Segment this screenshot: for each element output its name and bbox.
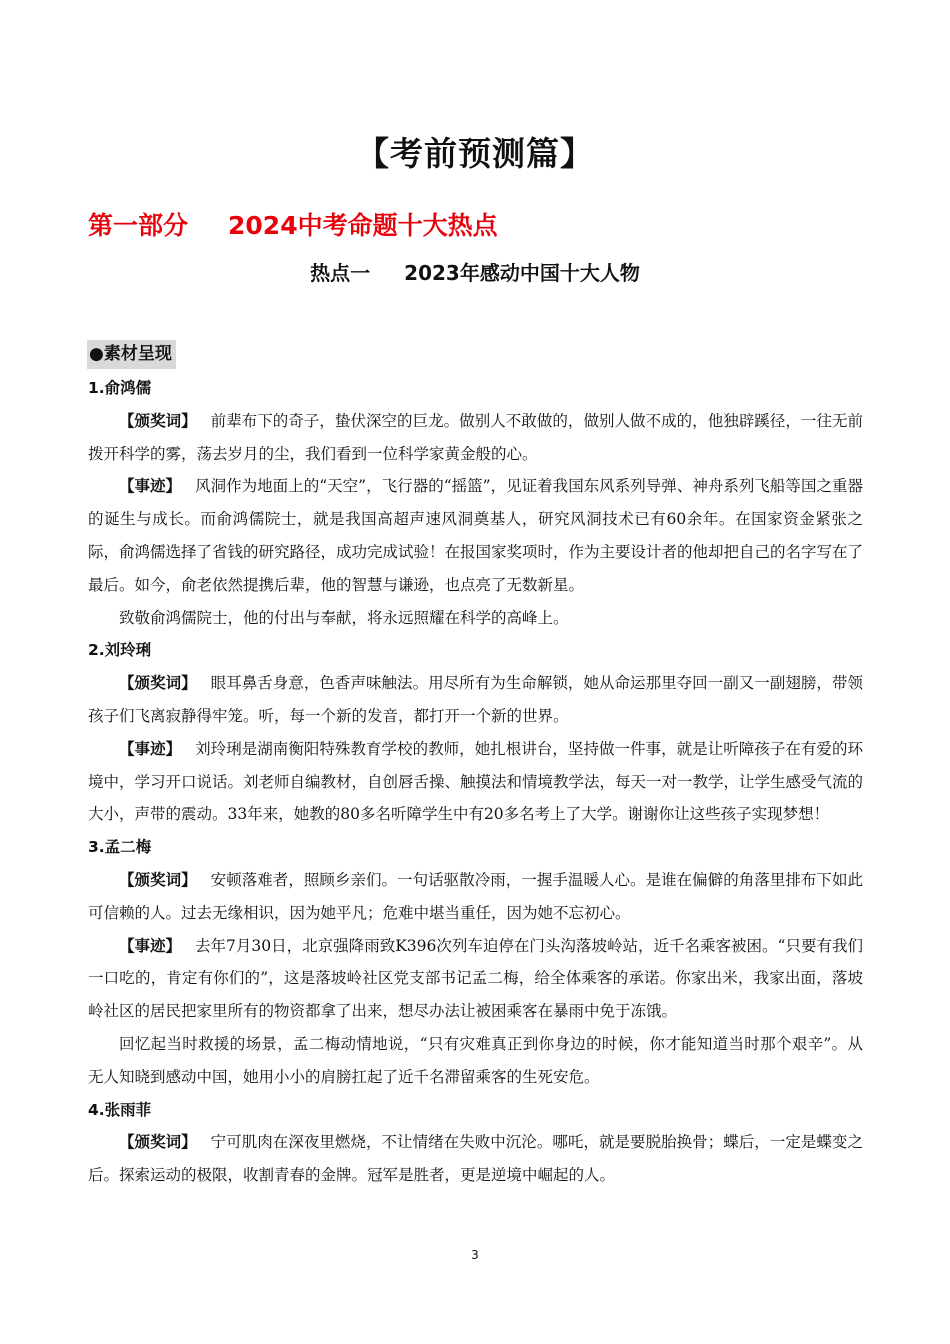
award-text: 宁可肌肉在深夜里燃烧，不让情绪在失败中沉沦。哪吒，就是要脱胎换骨；蝶后，一定是蝶变之后。探索运动的极限，收割青春的金牌。冠军是胜者，更是逆境中崛起的人。 — [88, 1133, 863, 1185]
deeds-text: 去年7月30日，北京强降雨致K396次列车迫停在门头沟落坡岭站，近千名乘客被困。“只要有我们一口吃的，肯定有你们的”，这是落坡岭社区党支部书记孟二梅，给全体乘客的承诺。你家出米，我家出面，落坡岭社区的居民把家里所有的物资都拿了出来，想尽办法让被困乘客在暴雨中免于冻饿。 — [88, 936, 863, 1021]
extra-paragraph: 致敬俞鸿儒院士，他的付出与奉献，将永远照耀在科学的高峰上。 — [119, 608, 569, 627]
part-title: 2024中考命题十大热点 — [228, 211, 498, 240]
page-number: 3 — [471, 1248, 479, 1262]
main-title: 【考前预测篇】 — [356, 134, 594, 173]
award-label: 【颁奖词】 — [119, 1133, 197, 1152]
award-label: 【颁奖词】 — [119, 411, 197, 430]
deeds-label: 【事迹】 — [119, 739, 182, 758]
section-tag: ●素材呈现 — [87, 340, 176, 369]
person-heading: 1.俞鸿儒 — [88, 379, 152, 397]
person-heading: 3.孟二梅 — [88, 838, 152, 857]
article-body — [88, 372, 863, 1192]
deeds-label: 【事迹】 — [119, 936, 182, 955]
deeds-paragraph — [88, 470, 863, 601]
deeds-text: 风洞作为地面上的“天空”，飞行器的“摇篮”，见证着我国东风系列导弹、神舟系列飞船等国之重器的诞生与成长。而俞鸿儒院士，就是我国高超声速风洞奠基人，研究风洞技术已有60余年。在国家资金紧张之际，俞鸿儒选择了省钱的研究路径，成功完成试验！在报国家奖项时，作为主要设计者的他却把自己的名字写在了最后。如今，俞老依然提携后辈，他的智慧与谦逊，也点亮了无数新星。 — [88, 477, 864, 594]
award-paragraph — [88, 405, 863, 471]
deeds-text: 刘玲琍是湖南衡阳特殊教育学校的教师，她扎根讲台，坚持做一件事，就是让听障孩子在有爱的环境中，学习开口说话。刘老师自编教材，自创唇舌操、触摸法和情境教学法，每天一对一教学，让学生感受气流的大小，声带的震动。33年来，她教的80多名听障学生中有20多名考上了大学。谢谢你让这些孩子实现梦想！ — [88, 739, 864, 824]
person-heading: 4.张雨菲 — [88, 1100, 152, 1119]
award-label: 【颁奖词】 — [119, 870, 197, 889]
award-paragraph — [88, 864, 863, 930]
award-label: 【颁奖词】 — [119, 674, 197, 693]
part-label: 第一部分 — [88, 211, 189, 240]
award-text: 安顿落难者，照顾乡亲们。一句话驱散冷雨，一握手温暖人心。是谁在偏僻的角落里排布下如此可信赖的人。过去无缘相识，因为她平凡；危难中堪当重任，因为她不忘初心。 — [88, 870, 863, 922]
award-text: 眼耳鼻舌身意，色香声味触法。用尽所有为生命解锁，她从命运那里夺回一副又一副翅膀，带领孩子们飞离寂静得牢笼。听，每一个新的发音，都打开一个新的世界。 — [88, 674, 863, 725]
hotspot-heading — [0, 257, 950, 286]
deeds-paragraph — [88, 930, 863, 1028]
deeds-label: 【事迹】 — [119, 477, 182, 496]
award-paragraph — [88, 667, 863, 733]
deeds-paragraph — [88, 733, 863, 831]
hotspot-title: 2023年感动中国十大人物 — [404, 261, 640, 285]
part-heading — [88, 206, 498, 242]
hotspot-label: 热点一 — [310, 261, 371, 285]
person-heading: 2.刘玲琍 — [88, 641, 152, 660]
award-text: 前辈布下的奇子，蛰伏深空的巨龙。做别人不敢做的，做别人做不成的，他独辟蹊径，一往无前拨开科学的雾，荡去岁月的尘，我们看到一位科学家黄金般的心。 — [88, 411, 863, 463]
award-paragraph — [88, 1126, 863, 1192]
extra-paragraph: 回忆起当时救援的场景，孟二梅动情地说，“只有灾难真正到你身边的时候，你才能知道当时那个艰辛”。从无人知晓到感动中国，她用小小的肩膀扛起了近千名滞留乘客的生死安危。 — [88, 1034, 863, 1086]
